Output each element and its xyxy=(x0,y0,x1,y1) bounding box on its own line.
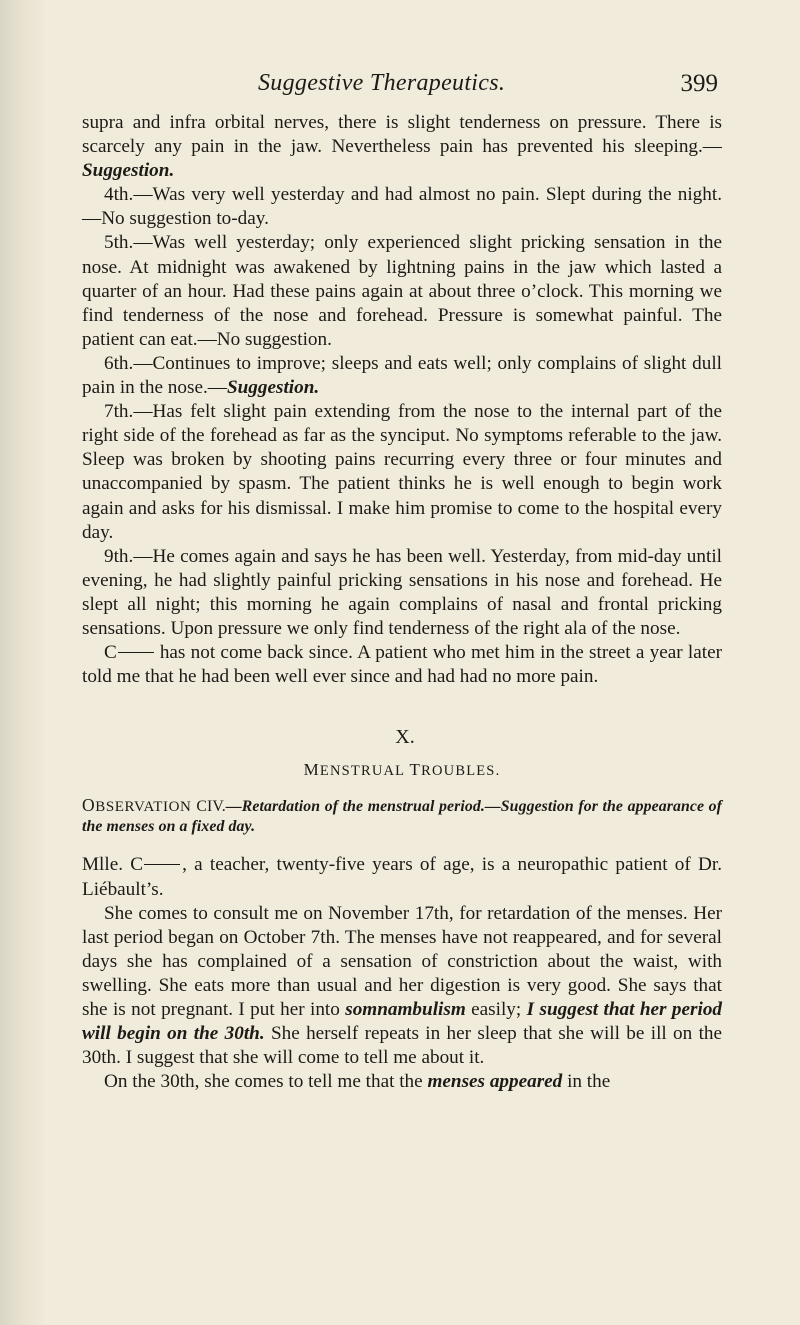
paragraph: Mlle. C , a teacher, twenty-five years of age, is a neuropathic patient of Dr. Liébault’s. xyxy=(82,854,722,900)
paragraph: 5th.—Was well yesterday; only experienced slight pricking sensation in the nose. At midnight was awakened by lightning pains in the jaw which lasted a quarter of an hour. Had these pains again at about three o’clock. This morning we find tenderness of the nose and forehead. Pressure is somewhat painful. The patient can eat.—No suggestion. xyxy=(82,232,722,350)
section-title: MENSTRUAL TROUBLES. xyxy=(303,760,501,780)
paragraph: 6th.—Continues to improve; sleeps and eats well; only complains of slight dull pain in the nose.—Suggestion. xyxy=(82,352,722,399)
observation-heading: OBSERVATION CIV.—Retardation of the menstrual period.—Suggestion for the appearance of the menses on a fixed day. xyxy=(82,795,723,836)
body-text xyxy=(82,111,722,1094)
running-title: Suggestive Therapeutics. xyxy=(258,70,506,96)
page-number: 399 xyxy=(680,70,718,97)
paragraph: supra and infra orbital nerves, there is slight tenderness on pressure. There is scarcely any pain in the jaw. Nevertheless pain has prevented his sleeping.—Suggestion. xyxy=(82,112,722,182)
section-number: X. xyxy=(395,726,415,749)
paragraph: 7th.—Has felt slight pain extending from the nose to the internal part of the right side of the forehead as far as the synciput. No symptoms referable to the jaw. Sleep was broken by shooting pains recurring every three or four minutes and unaccompanied by spasm. The patient thinks he is well enough to begin work again and asks for his dismissal. I make him promise to come to the hospital every day. xyxy=(82,401,722,543)
name-dash xyxy=(118,652,154,653)
paragraph: On the 30th, she comes to tell me that the menses appeared in the xyxy=(104,1071,611,1093)
paragraph: 4th.—Was very well yesterday and had almost no pain. Slept during the night.—No suggestion to-day. xyxy=(82,184,722,230)
running-head xyxy=(248,70,718,110)
paragraph: C has not come back since. A patient who met him in the street a year later told me that he had been well ever since and had had no more pain. xyxy=(82,642,722,688)
name-dash xyxy=(144,864,180,865)
paragraph: She comes to consult me on November 17th, for retardation of the menses. Her last period began on October 7th. The menses have not reappeared, and for several days she has complained of a sensation of constriction about the waist, with swelling. She eats more than usual and her digestion is very good. She says that she is not pregnant. I put her into somnambulism easily; I suggest that her period will begin on the 30th. She herself repeats in her sleep that she will be ill on the 30th. I suggest that she will come to tell me about it. xyxy=(82,902,723,1069)
paragraph: 9th.—He comes again and says he has been well. Yesterday, from mid-day until evening, he had slightly painful pricking sensations in his nose and forehead. He slept all night; this morning he again complains of nasal and frontal pricking sensations. Upon pressure we only find tenderness of the right ala of the nose. xyxy=(82,545,722,639)
